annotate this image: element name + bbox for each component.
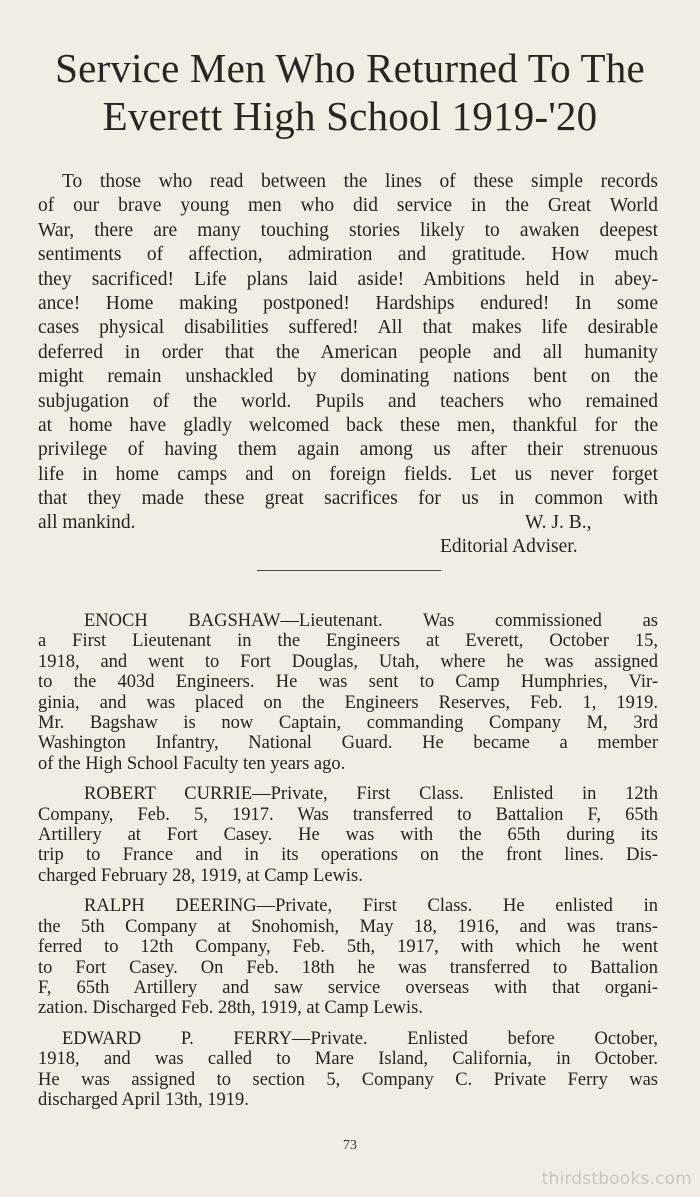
intro-line: sentiments of affection, admiration and gratitude. How much (38, 244, 658, 266)
author-initials: W. J. B., (525, 512, 592, 533)
record-line: 1918, and was called to Mare Island, California, in October. (38, 1049, 658, 1070)
page-number: 73 (343, 1138, 357, 1153)
intro-line: that they made these great sacrifices for us in common with (38, 488, 658, 510)
intro-line: cases physical disabilities suffered! All that makes life desirable (38, 317, 658, 339)
service-records (38, 611, 658, 1120)
record-line: charged February 28, 1919, at Camp Lewis. (38, 865, 363, 886)
intro-line: subjugation of the world. Pupils and teachers who remained (38, 390, 658, 412)
intro-line: privilege of having them again among us after their strenuous (38, 439, 658, 461)
record-line: to Fort Casey. On Feb. 18th he was transferred to Battalion (38, 957, 658, 978)
record-line: ferred to 12th Company, Feb. 5th, 1917, with which he went (38, 937, 658, 958)
intro-closing-line: all mankind. (38, 512, 136, 533)
intro-line: life in home camps and on foreign fields. Let us never forget (38, 463, 658, 485)
record-line: F, 65th Artillery and saw service overseas with that organi- (38, 977, 658, 998)
record-currie (38, 784, 658, 886)
record-line: ENOCH BAGSHAW—Lieutenant. Was commissioned as (84, 611, 658, 631)
watermark: thirdstbooks.com (541, 1169, 692, 1189)
record-deering (38, 896, 658, 1018)
intro-line: To those who read between the lines of these simple records (62, 171, 658, 192)
record-line: Washington Infantry, National Guard. He became a member (38, 733, 658, 754)
intro-line: might remain unshackled by dominating nations bent on the (38, 366, 658, 388)
section-divider (257, 570, 441, 571)
record-line: to the 403d Engineers. He was sent to Camp Humphries, Vir- (38, 672, 658, 693)
signature-block (38, 511, 658, 560)
record-line: trip to France and in its operations on the front lines. Dis- (38, 845, 658, 866)
title-line-2: Everett High School 1919-'20 (102, 93, 598, 139)
record-line: discharged April 13th, 1919. (38, 1089, 249, 1110)
page-title (20, 44, 680, 140)
record-line: Artillery at Fort Casey. He was with the 65th during its (38, 825, 658, 846)
intro-line: deferred in order that the American people and all humanity (38, 341, 658, 363)
record-line: ROBERT CURRIE—Private, First Class. Enlisted in 12th (84, 784, 658, 805)
record-line: 1918, and went to Fort Douglas, Utah, where he was assigned (38, 651, 658, 672)
author-role: Editorial Adviser. (440, 536, 578, 558)
intro-line: they sacrificed! Life plans laid aside! Ambitions held in abey- (38, 268, 658, 290)
intro-line: of our brave young men who did service in the Great World (38, 195, 658, 217)
record-line: He was assigned to section 5, Company C. Private Ferry was (38, 1069, 658, 1090)
record-line: ginia, and was placed on the Engineers Reserves, Feb. 1, 1919. (38, 692, 658, 713)
record-bagshaw (38, 611, 658, 774)
intro-line: at home have gladly welcomed back these men, thankful for the (38, 415, 658, 437)
intro-paragraph (38, 170, 658, 512)
record-line: zation. Discharged Feb. 28th, 1919, at Camp Lewis. (38, 998, 424, 1019)
record-line: the 5th Company at Snohomish, May 18, 1916, and was trans- (38, 916, 658, 937)
intro-line: War, there are many touching stories likely to awaken deepest (38, 219, 658, 241)
record-line: RALPH DEERING—Private, First Class. He enlisted in (84, 896, 658, 917)
record-line: Mr. Bagshaw is now Captain, commanding Company M, 3rd (38, 713, 658, 734)
record-line: EDWARD P. FERRY—Private. Enlisted before October, (62, 1028, 658, 1049)
title-line-1: Service Men Who Returned To The (55, 45, 645, 91)
record-line: a First Lieutenant in the Engineers at Everett, October 15, (38, 631, 658, 652)
intro-line: ance! Home making postponed! Hardships endured! In some (38, 293, 658, 315)
record-line: Company, Feb. 5, 1917. Was transferred to Battalion F, 65th (38, 804, 658, 825)
record-line: of the High School Faculty ten years ago. (38, 753, 346, 774)
record-ferry (38, 1029, 658, 1111)
